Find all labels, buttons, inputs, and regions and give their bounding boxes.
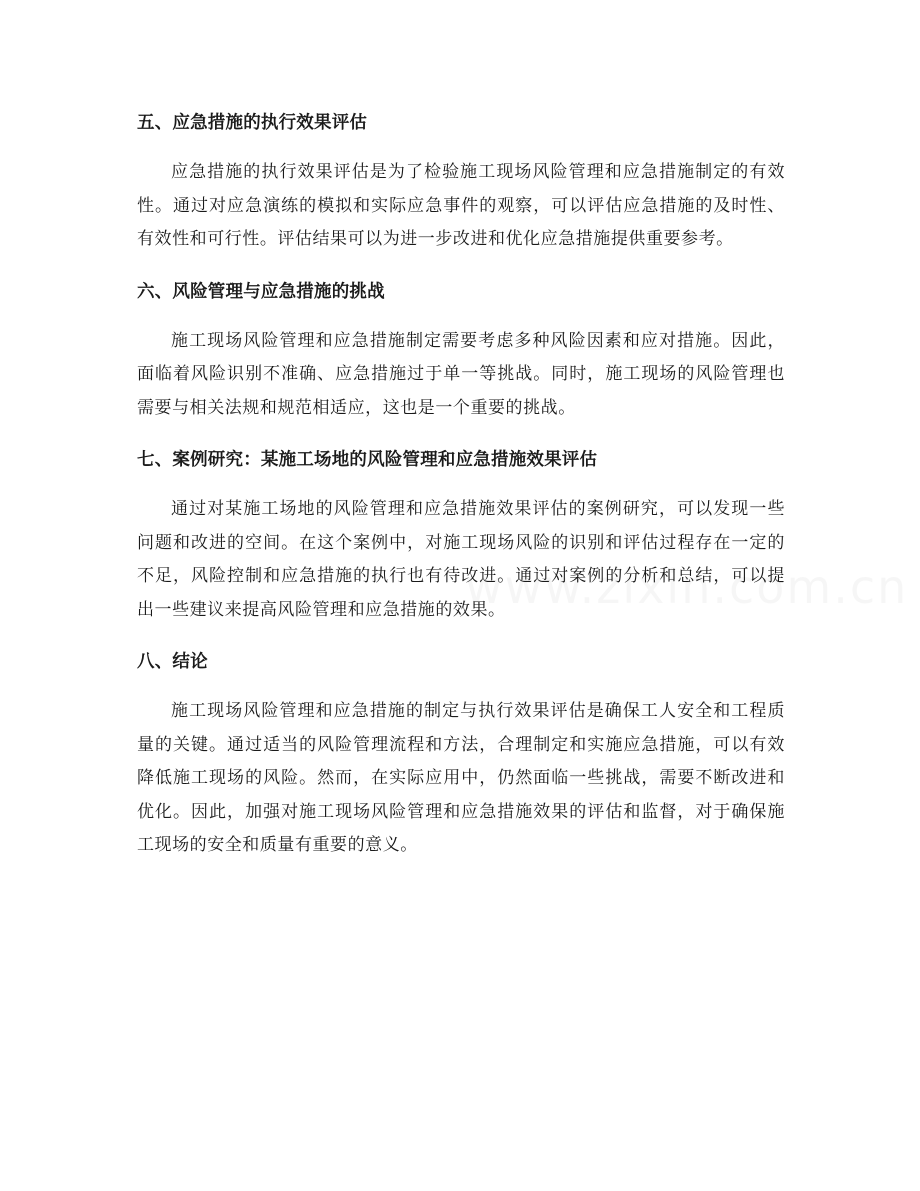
section-heading: 八、结论 [137, 652, 208, 672]
section-paragraph: 通过对某施工场地的风险管理和应急措施效果评估的案例研究，可以发现一些问题和改进的空间。在这个案例中，对施工现场风险的识别和评估过程存在一定的不足，风险控制和应急措施的执行也有待改进。通过对案例的分析和总结，可以提出一些建议来提高风险管理和应急措施的效果。 [137, 499, 785, 620]
section-heading: 七、案例研究：某施工场地的风险管理和应急措施效果评估 [137, 450, 598, 470]
section-heading: 五、应急措施的执行效果评估 [137, 113, 368, 133]
section-paragraph: 施工现场风险管理和应急措施制定需要考虑多种风险因素和应对措施。因此，面临着风险识别不准确、应急措施过于单一等挑战。同时，施工现场的风险管理也需要与相关法规和规范相适应，这也是一个重要的挑战。 [137, 330, 785, 418]
section-6 [137, 277, 785, 426]
section-heading: 六、风险管理与应急措施的挑战 [137, 281, 385, 302]
section-paragraph: 施工现场风险管理和应急措施的制定与执行效果评估是确保工人安全和工程质量的关键。通过适当的风险管理流程和方法，合理制定和实施应急措施，可以有效降低施工现场的风险。然而，在实际应用中，仍然面临一些挑战，需要不断改进和优化。因此，加强对施工现场风险管理和应急措施效果的评估和监督，对于确保施工现场的安全和质量有重要的意义。 [137, 701, 785, 855]
document-content [137, 108, 785, 883]
section-7 [137, 445, 785, 627]
section-5 [137, 108, 785, 257]
section-8 [137, 647, 785, 863]
section-paragraph: 应急措施的执行效果评估是为了检验施工现场风险管理和应急措施制定的有效性。通过对应急演练的模拟和实际应急事件的观察，可以评估应急措施的及时性、有效性和可行性。评估结果可以为进一步改进和优化应急措施提供重要参考。 [137, 162, 785, 249]
